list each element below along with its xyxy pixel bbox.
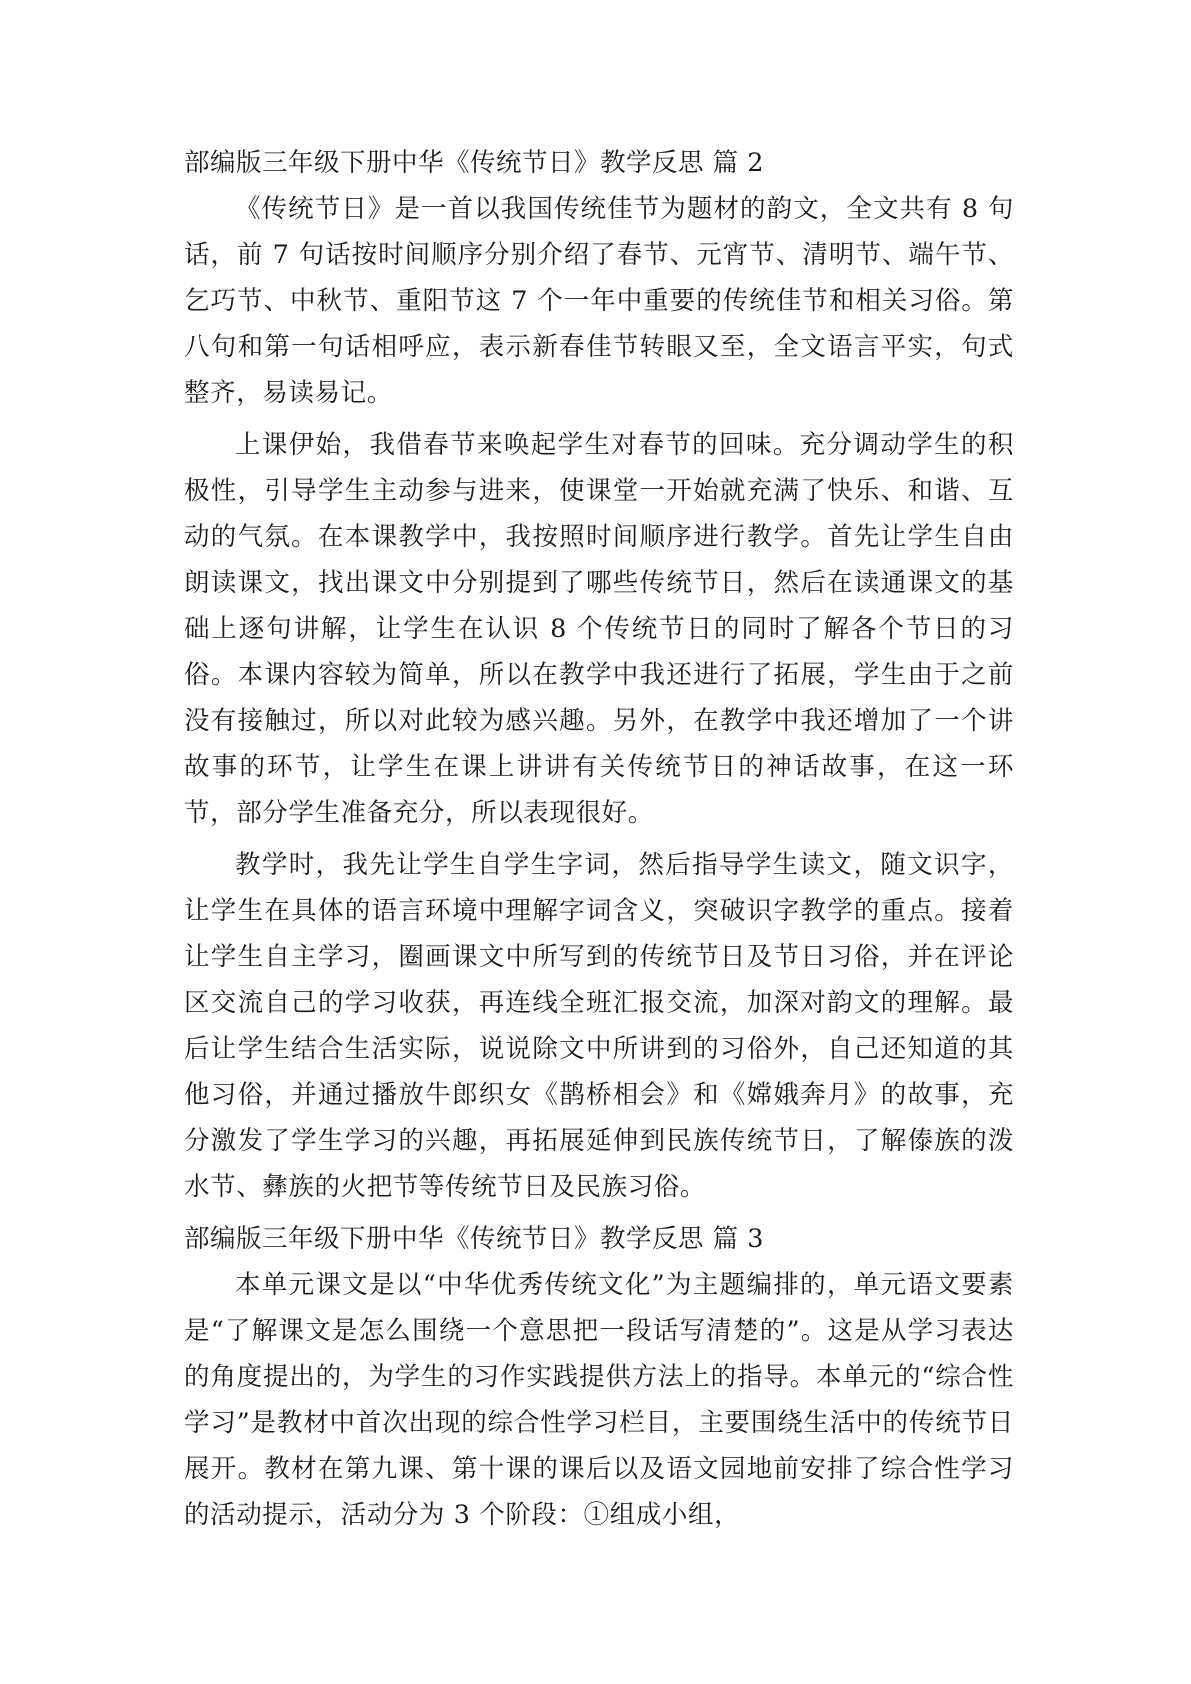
paragraph: 本单元课文是以“中华优秀传统文化”为主题编排的，单元语文要素是“了解课文是怎么围绕一个意思把一段话写清楚的”。这是从学习表达的角度提出的，为学生的习作实践提供方法上的指导。本单元的“综合性学习”是教材中首次出现的综合性学习栏目，主要围绕生活中的传统节日展开。教材在第九课、第十课的课后以及语文园地前安排了综合性学习的活动提示，活动分为 3 个阶段：①组成小组， xyxy=(184,1270,1014,1530)
section-title-2: 部编版三年级下册中华《传统节日》教学反思 篇 2 xyxy=(184,148,764,178)
paragraph: 《传统节日》是一首以我国传统佳节为题材的韵文，全文共有 8 句话，前 7 句话按时间顺序分别介绍了春节、元宵节、清明节、端午节、乞巧节、中秋节、重阳节这 7 个一年中重要的传统佳节和相关习俗。第八句和第一句话相呼应，表示新春佳节转眼又至，全文语言平实，句式整齐，易读易记。 xyxy=(184,194,1014,408)
document-body xyxy=(184,140,1014,1544)
paragraph: 上课伊始，我借春节来唤起学生对春节的回味。充分调动学生的积极性，引导学生主动参与进来，使课堂一开始就充满了快乐、和谐、互动的气氛。在本课教学中，我按照时间顺序进行教学。首先让学生自由朗读课文，找出课文中分别提到了哪些传统节日，然后在读通课文的基础上逐句讲解，让学生在认识 8 个传统节日的同时了解各个节日的习俗。本课内容较为简单，所以在教学中我还进行了拓展，学生由于之前没有接触过，所以对此较为感兴趣。另外，在教学中我还增加了一个讲故事的环节，让学生在课上讲讲有关传统节日的神话故事，在这一环节，部分学生准备充分，所以表现很好。 xyxy=(184,430,1014,828)
section-title-3: 部编版三年级下册中华《传统节日》教学反思 篇 3 xyxy=(184,1224,764,1254)
paragraph: 教学时，我先让学生自学生字词，然后指导学生读文，随文识字，让学生在具体的语言环境中理解字词含义，突破识字教学的重点。接着让学生自主学习，圈画课文中所写到的传统节日及节日习俗，并在评论区交流自己的学习收获，再连线全班汇报交流，加深对韵文的理解。最后让学生结合生活实际，说说除文中所讲到的习俗外，自己还知道的其他习俗，并通过播放牛郎织女《鹊桥相会》和《嫦娥奔月》的故事，充分激发了学生学习的兴趣，再拓展延伸到民族传统节日，了解傣族的泼水节、彝族的火把节等传统节日及民族习俗。 xyxy=(184,850,1014,1202)
